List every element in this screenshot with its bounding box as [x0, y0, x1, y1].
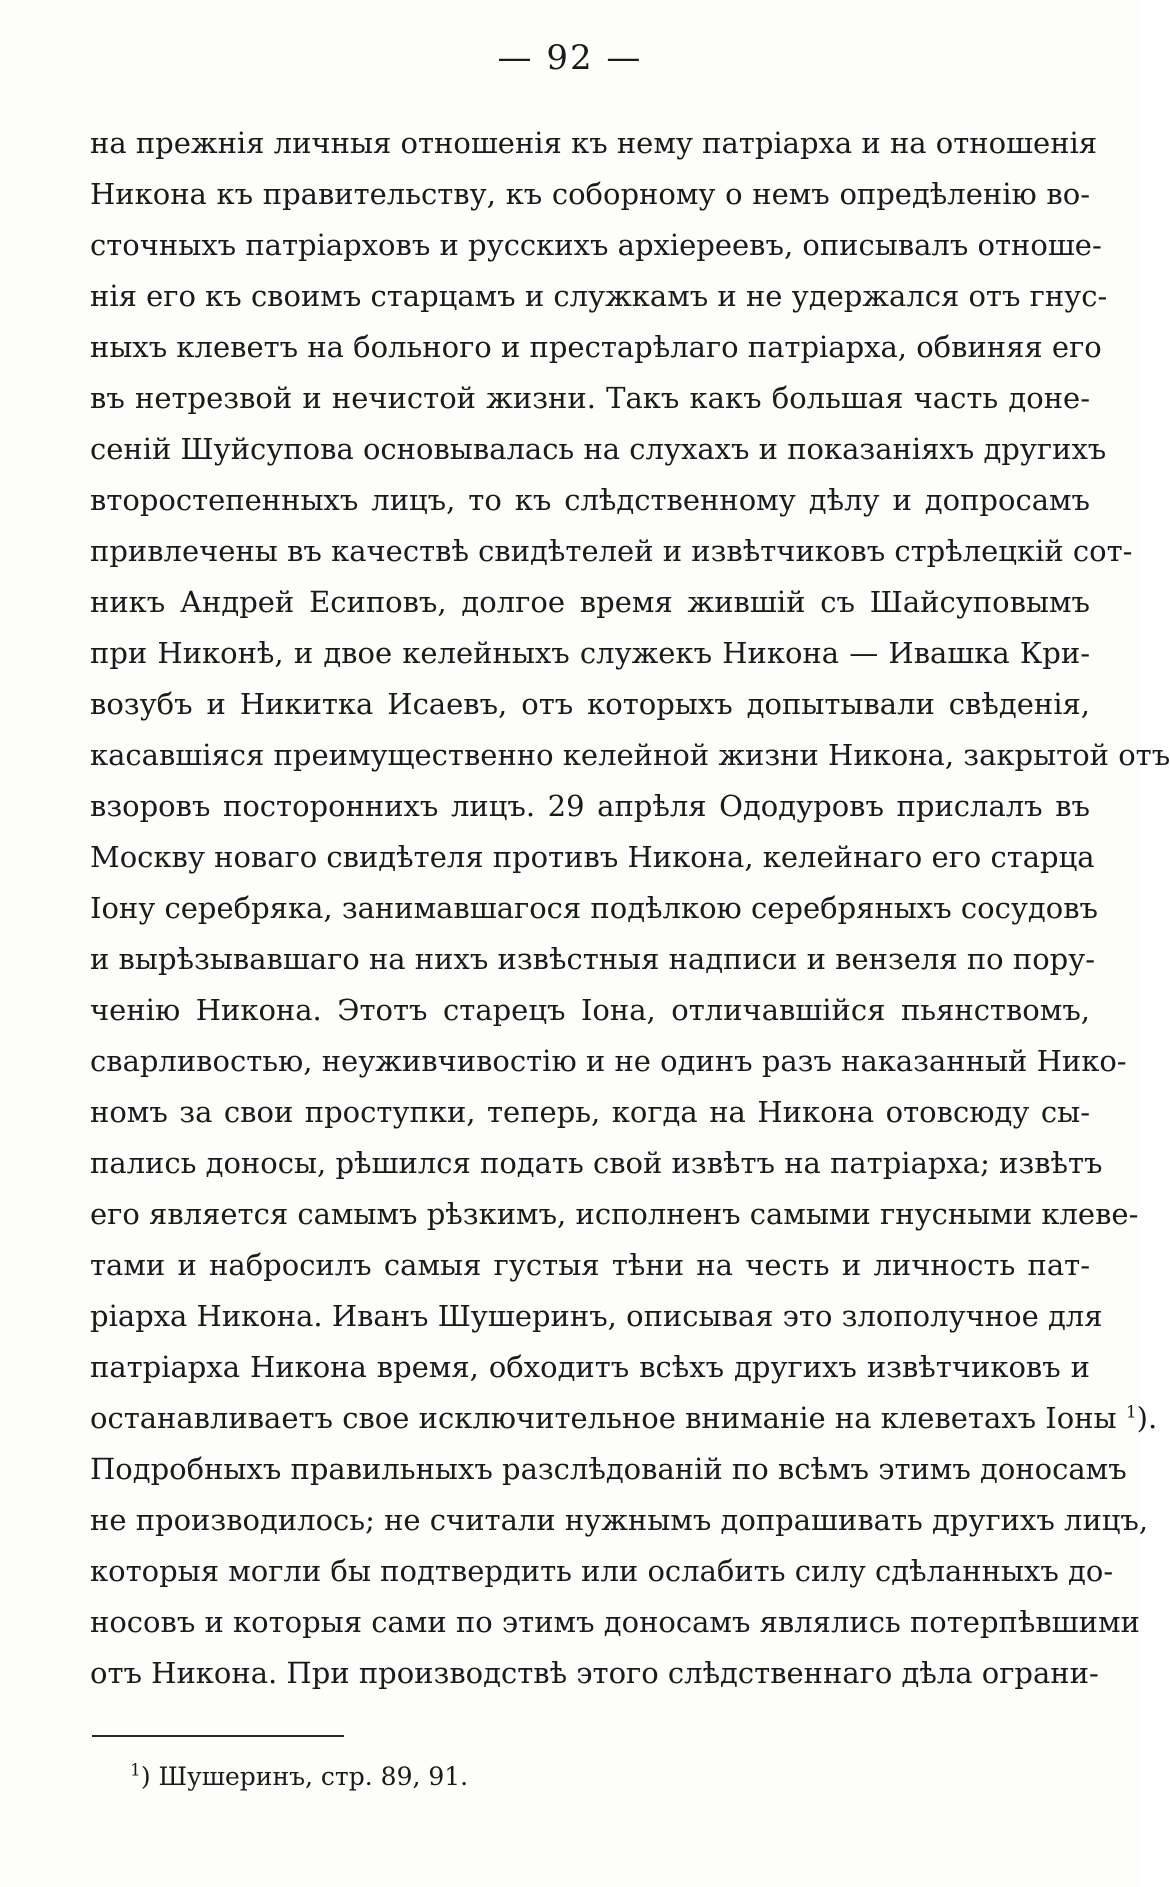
- footnote: [130, 1760, 468, 1794]
- text-line: взоровъ постороннихъ лицъ. 29 апрѣля Ододуровъ прислалъ въ: [90, 789, 1090, 823]
- text-line: Никона къ правительству, къ соборному о немъ опредѣленію во-: [90, 177, 1090, 211]
- text-line: на прежнія личныя отношенія къ нему патріарха и на отношенія: [90, 126, 1098, 160]
- text-line: ченію Никона. Этотъ старецъ Іона, отличавшійся пьянствомъ,: [90, 993, 1090, 1027]
- text-line: патріарха Никона время, обходитъ всѣхъ другихъ извѣтчиковъ и: [90, 1350, 1090, 1384]
- text-line: Подробныхъ правильныхъ разслѣдованій по всѣмъ этимъ доносамъ: [90, 1452, 1127, 1486]
- footnote-reference[interactable]: 1: [1125, 1402, 1137, 1423]
- text-line: сточныхъ патріарховъ и русскихъ архіереевъ, описывалъ отноше-: [90, 228, 1102, 262]
- text-line: Іону серебряка, занимавшагося подѣлкою серебряныхъ сосудовъ: [90, 891, 1099, 925]
- footnote-divider: [92, 1735, 344, 1737]
- text-line: нія его къ своимъ старцамъ и служкамъ и не удержался отъ гнус-: [90, 279, 1108, 313]
- footnote-marker: 1: [130, 1760, 141, 1781]
- text-line: Москву новаго свидѣтеля противъ Никона, келейнаго его старца: [90, 840, 1095, 874]
- text-line: ріарха Никона. Иванъ Шушеринъ, описывая это злополучное для: [90, 1299, 1103, 1333]
- page-number: — 92 —: [497, 38, 643, 78]
- text-line: которыя могли бы подтвердить или ослабить силу сдѣланныхъ до-: [90, 1554, 1114, 1588]
- text-line: носовъ и которыя сами по этимъ доносамъ являлись потерпѣвшими: [90, 1605, 1140, 1639]
- text-line: сварливостью, неуживчивостію и не одинъ разъ наказанный Нико-: [90, 1044, 1127, 1078]
- text-line: касавшіяся преимущественно келейной жизни Никона, закрытой отъ: [90, 738, 1170, 772]
- text-line: тами и набросилъ самыя густыя тѣни на честь и личность пат-: [90, 1248, 1090, 1282]
- text-line: ныхъ клеветъ на больного и престарѣлаго патріарха, обвиняя его: [90, 330, 1102, 364]
- footnote-text: ) Шушеринъ, стр. 89, 91.: [140, 1762, 469, 1791]
- text-line: въ нетрезвой и нечистой жизни. Такъ какъ большая часть доне-: [90, 381, 1090, 415]
- footnote-reference-tail: ).: [1136, 1401, 1158, 1435]
- text-line: его является самымъ рѣзкимъ, исполненъ самыми гнусными клеве-: [90, 1197, 1139, 1231]
- text-line: при Никонѣ, и двое келейныхъ служекъ Никона — Ивашка Кри-: [90, 636, 1090, 670]
- text-line: привлечены въ качествѣ свидѣтелей и извѣтчиковъ стрѣлецкій сот-: [90, 534, 1133, 568]
- text-line: сеній Шуйсупова основывалась на слухахъ и показаніяхъ другихъ: [90, 432, 1107, 466]
- text-line: и вырѣзывавшаго на нихъ извѣстныя надписи и вензеля по пору-: [90, 942, 1096, 976]
- text-line-with-footnote-ref: [90, 1393, 1158, 1444]
- text-line-content: останавливаетъ свое исключительное вниманіе на клеветахъ Іоны: [90, 1401, 1117, 1435]
- text-line: пались доносы, рѣшился подать свой извѣтъ на патріарха; извѣтъ: [90, 1146, 1103, 1180]
- text-line: никъ Андрей Есиповъ, долгое время жившій съ Шайсуповымъ: [90, 585, 1090, 619]
- text-line: номъ за свои проступки, теперь, когда на Никона отовсюду сы-: [90, 1095, 1090, 1129]
- body-text: [90, 118, 1170, 1699]
- text-line: возубъ и Никитка Исаевъ, отъ которыхъ допытывали свѣденія,: [90, 687, 1090, 721]
- text-line: не производилось; не считали нужнымъ допрашивать другихъ лицъ,: [90, 1503, 1149, 1537]
- text-line: второстепенныхъ лицъ, то къ слѣдственному дѣлу и допросамъ: [90, 483, 1090, 517]
- text-line: отъ Никона. При производствѣ этого слѣдственнаго дѣла ограни-: [90, 1656, 1099, 1690]
